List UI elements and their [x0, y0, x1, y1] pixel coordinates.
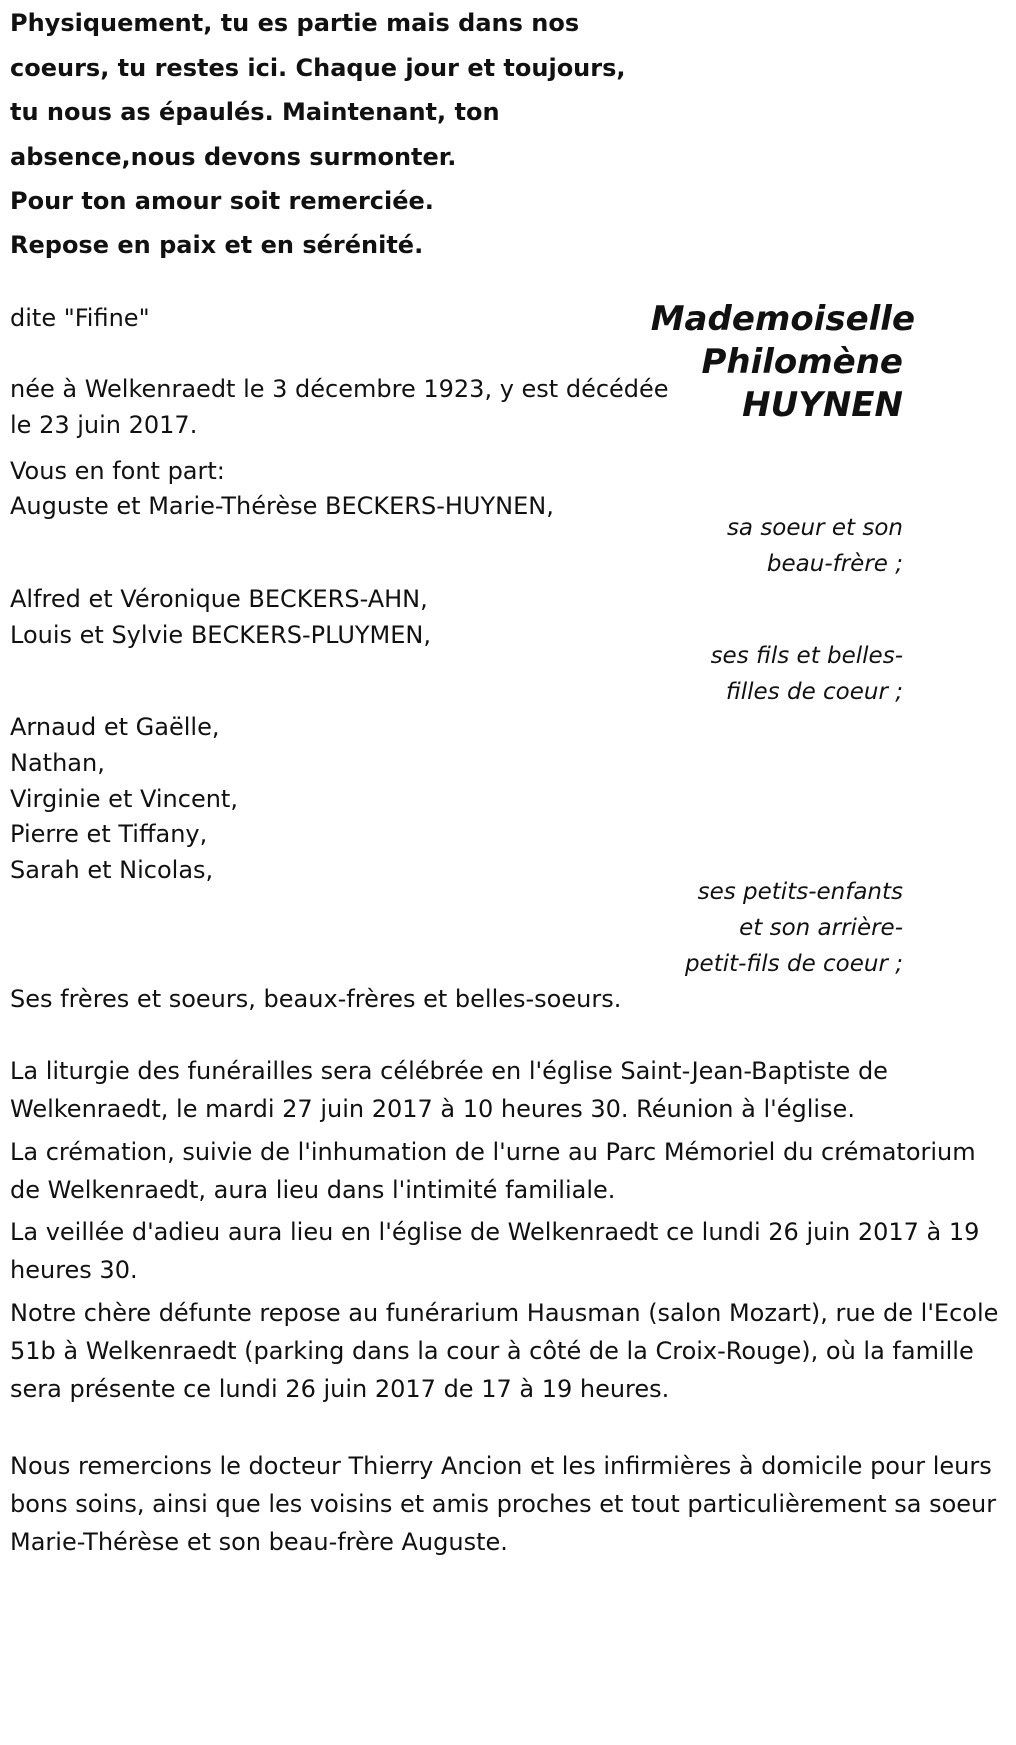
- detail-paragraph-liturgy: La liturgie des funérailles sera célébrée en l'église Saint-Jean-Baptiste de Welkenraedt, le mardi 27 juin 2017 à 10 heures 30. Réunion à l'église.: [10, 1057, 888, 1123]
- deceased-title: Mademoiselle: [650, 299, 915, 339]
- sons-relation-line-2: filles de coeur ;: [725, 679, 903, 705]
- grandchild-line-2: Nathan,: [10, 749, 105, 777]
- deceased-nickname: dite "Fifine": [10, 304, 150, 332]
- grandchild-line-1: Arnaud et Gaëlle,: [10, 713, 220, 741]
- grandchildren-relation-line-3: petit-fils de coeur ;: [684, 951, 903, 977]
- poem-line-4: absence,nous devons surmonter.: [10, 143, 457, 171]
- deceased-first-name: Philomène: [701, 342, 903, 382]
- detail-paragraph-thanks: Nous remercions le docteur Thierry Ancion et les infirmières à domicile pour leurs bons soins, ainsi que les voisins et amis proches et tout particulièrement sa soeur Marie-Thérèse et son beau-frère Auguste.: [10, 1452, 997, 1556]
- birth-death-line-1: née à Welkenraedt le 3 décembre 1923, y est décédée: [10, 375, 669, 403]
- sons-relation-line-1: ses fils et belles-: [710, 643, 903, 669]
- son-line-2: Louis et Sylvie BECKERS-PLUYMEN,: [10, 621, 432, 649]
- siblings-line: Ses frères et soeurs, beaux-frères et belles-soeurs.: [10, 985, 622, 1013]
- detail-paragraph-vigil: La veillée d'adieu aura lieu en l'église de Welkenraedt ce lundi 26 juin 2017 à 19 heures 30.: [10, 1218, 980, 1284]
- poem-line-1: Physiquement, tu es partie mais dans nos: [10, 9, 580, 37]
- grandchild-line-4: Pierre et Tiffany,: [10, 820, 208, 848]
- sister-line: Auguste et Marie-Thérèse BECKERS-HUYNEN,: [10, 492, 554, 520]
- grandchild-line-5: Sarah et Nicolas,: [10, 856, 214, 884]
- sister-relation-line-2: beau-frère ;: [766, 551, 903, 577]
- deceased-last-name: HUYNEN: [742, 385, 903, 425]
- detail-paragraph-funerarium: Notre chère défunte repose au funérarium Hausman (salon Mozart), rue de l'Ecole 51b à Welkenraedt (parking dans la cour à côté de la Croix-Rouge), où la famille sera présente ce lundi 26 juin 2017 de 17 à 19 heures.: [10, 1299, 999, 1403]
- poem-line-5: Pour ton amour soit remerciée.: [10, 187, 434, 215]
- grandchild-line-3: Virginie et Vincent,: [10, 785, 238, 813]
- poem-line-2: coeurs, tu restes ici. Chaque jour et toujours,: [10, 54, 626, 82]
- son-line-1: Alfred et Véronique BECKERS-AHN,: [10, 585, 428, 613]
- grandchildren-relation-line-1: ses petits-enfants: [697, 879, 903, 905]
- poem-line-6: Repose en paix et en sérénité.: [10, 231, 424, 259]
- grandchildren-relation-line-2: et son arrière-: [739, 915, 903, 941]
- poem-line-3: tu nous as épaulés. Maintenant, ton: [10, 98, 500, 126]
- announcers-intro: Vous en font part:: [10, 457, 225, 485]
- detail-paragraph-cremation: La crémation, suivie de l'inhumation de l'urne au Parc Mémoriel du crématorium de Welkenraedt, aura lieu dans l'intimité familiale.: [10, 1138, 976, 1204]
- birth-death-line-2: le 23 juin 2017.: [10, 411, 198, 439]
- sister-relation-line-1: sa soeur et son: [726, 515, 903, 541]
